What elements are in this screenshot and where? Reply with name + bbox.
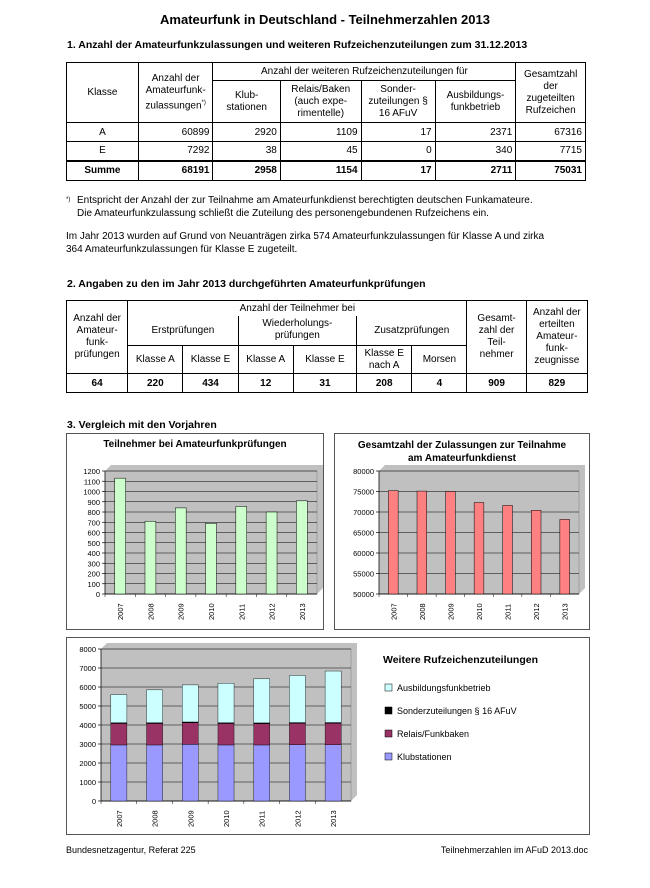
- y-tick-label: 1000: [79, 778, 96, 787]
- header-teilnehmer-bei: Anzahl der Teilnehmer bei: [128, 301, 467, 316]
- bar: [560, 519, 570, 594]
- footnote-line: Die Amateurfunkzulassung schließt die Zuteilung des personengebundenen Rufzeichens ein.: [77, 208, 489, 219]
- y-tick-label: 60000: [353, 549, 374, 558]
- cell-klasse: A: [67, 123, 139, 142]
- y-tick-label: 5000: [79, 702, 96, 711]
- y-tick-label: 7000: [79, 664, 96, 673]
- footnote: [66, 194, 533, 220]
- bar-segment: [289, 675, 305, 722]
- bar: [145, 521, 156, 594]
- cell-ausbildung: 2371: [435, 123, 516, 142]
- x-tick-label: 2008: [417, 603, 427, 620]
- header-zusatz: Zusatzprüfungen: [357, 316, 467, 346]
- x-tick-label: 2011: [503, 603, 513, 620]
- section1-heading: 1. Anzahl der Amateurfunkzulassungen und weiteren Rufzeichenzuteilungen zum 31.12.2013: [67, 39, 528, 51]
- bar-segment: [254, 723, 270, 745]
- x-tick-label: 2008: [146, 603, 156, 620]
- bar-segment: [111, 723, 127, 745]
- cell-value: 31: [293, 374, 356, 393]
- remark-line: 364 Amateurfunkzulassungen für Klasse E zugeteilt.: [66, 244, 298, 255]
- cell-klub: 2920: [213, 123, 280, 142]
- x-tick-label: 2007: [389, 603, 399, 620]
- legend-label: Relais/Funkbaken: [397, 729, 470, 739]
- x-tick-label: 2013: [297, 603, 307, 620]
- header-weitere: Anzahl der weiteren Rufzeichenzuteilungen für: [213, 63, 516, 81]
- y-tick-label: 2000: [79, 759, 96, 768]
- cell-zulassungen: 7292: [138, 142, 213, 161]
- cell-relais: 1154: [280, 161, 361, 181]
- table-zulassungen: [66, 62, 586, 181]
- bar-segment: [111, 745, 127, 801]
- table-row: [67, 123, 586, 142]
- cell-sonder: 17: [361, 161, 435, 181]
- header-ausbildung: Ausbildungs-funkbetrieb: [435, 81, 516, 123]
- y-tick-label: 900: [87, 497, 100, 507]
- x-tick-label: 2013: [329, 810, 339, 827]
- chart-rufzeichen-svg: [67, 638, 589, 834]
- cell-gesamt: 7715: [516, 142, 586, 161]
- x-tick-label: 2011: [257, 810, 267, 827]
- y-tick-label: 100: [87, 579, 100, 589]
- footnote-line: Entspricht der Anzahl der zur Teilnahme am Amateurfunkdienst berechtigten deutschen Funkamateure.: [77, 195, 533, 206]
- table-row: [67, 142, 586, 161]
- header-klasse: Klasse: [67, 63, 139, 123]
- x-tick-label: 2012: [267, 603, 277, 620]
- bar-segment: [182, 685, 198, 722]
- bar-segment: [218, 745, 234, 801]
- bar-segment: [289, 723, 305, 745]
- header-morsen: Morsen: [412, 346, 467, 374]
- legend-label: Klubstationen: [397, 752, 452, 762]
- cell-value: 4: [412, 374, 467, 393]
- chart-zulassungen: [334, 433, 590, 630]
- footer-left: Bundesnetzagentur, Referat 225: [66, 845, 196, 855]
- bar: [446, 492, 456, 595]
- cell-value: 12: [238, 374, 293, 393]
- y-tick-label: 800: [87, 508, 100, 517]
- table-row: [67, 374, 588, 393]
- header-erst-e: Klasse E: [183, 346, 238, 374]
- cell-value: 64: [67, 374, 128, 393]
- bar-segment: [325, 671, 341, 723]
- legend-swatch: [385, 707, 392, 714]
- bar-segment: [182, 744, 198, 801]
- y-tick-label: 0: [91, 797, 96, 806]
- cell-zulassungen: 68191: [138, 161, 213, 181]
- cell-value: 220: [128, 374, 183, 393]
- bar-segment: [182, 722, 198, 744]
- header-wiederholung: Wiederholungs-prüfungen: [238, 316, 356, 346]
- header-sonder: Sonder-zuteilungen § 16 AFuV: [361, 81, 435, 123]
- bar: [388, 491, 398, 594]
- bar-segment: [111, 695, 127, 723]
- bar: [236, 506, 247, 594]
- bar-segment: [147, 723, 163, 745]
- header-erst-a: Klasse A: [128, 346, 183, 374]
- y-tick-label: 700: [87, 518, 100, 528]
- y-tick-label: 6000: [79, 683, 96, 692]
- bar: [503, 505, 513, 594]
- bar-segment: [289, 745, 305, 801]
- x-tick-label: 2013: [560, 603, 570, 620]
- chart-title: Teilnehmer bei Amateurfunkprüfungen: [103, 439, 287, 450]
- y-tick-label: 600: [87, 528, 100, 538]
- x-tick-label: 2007: [116, 603, 126, 620]
- y-tick-label: 200: [87, 569, 100, 579]
- bar-segment: [147, 690, 163, 723]
- section3-heading: 3. Vergleich mit den Vorjahren: [67, 419, 217, 431]
- cell-value: 434: [183, 374, 238, 393]
- header-erst: Erstprüfungen: [128, 316, 238, 346]
- footer-right: Teilnehmerzahlen im AFuD 2013.doc: [440, 845, 588, 855]
- header-anzahl-pruefungen: Anzahl der Amateur-funk-prüfungen: [67, 301, 128, 374]
- cell-klasse: Summe: [67, 161, 139, 181]
- header-wdh-a: Klasse A: [238, 346, 293, 374]
- x-tick-label: 2008: [150, 810, 160, 827]
- x-tick-label: 2009: [186, 810, 196, 827]
- page-title: Amateurfunk in Deutschland - Teilnehmerzahlen 2013: [160, 12, 490, 27]
- legend-swatch: [385, 730, 392, 737]
- header-wdh-e: Klasse E: [293, 346, 356, 374]
- y-tick-label: 70000: [353, 508, 374, 517]
- x-tick-label: 2010: [222, 810, 231, 827]
- cell-klub: 2958: [213, 161, 280, 181]
- bar: [206, 523, 217, 594]
- y-tick-label: 0: [95, 590, 100, 599]
- cell-value: 909: [467, 374, 526, 393]
- header-klub: Klub-stationen: [213, 81, 280, 123]
- y-tick-label: 1100: [83, 477, 100, 487]
- bar: [474, 503, 484, 594]
- bar: [115, 478, 126, 594]
- chart-teilnehmer: [66, 433, 324, 630]
- x-tick-label: 2010: [207, 603, 216, 620]
- y-tick-label: 75000: [353, 487, 374, 497]
- cell-value: 829: [526, 374, 587, 393]
- cell-sonder: 17: [361, 123, 435, 142]
- footnote-mark: *): [66, 197, 71, 203]
- cell-gesamt: 75031: [516, 161, 586, 181]
- bar-segment: [325, 723, 341, 745]
- header-zeugnisse: Anzahl der erteilten Amateur-funk-zeugnisse: [526, 301, 587, 374]
- cell-ausbildung: 2711: [435, 161, 516, 181]
- chart-rufzeichen: [66, 637, 590, 835]
- section2-heading: 2. Angaben zu den im Jahr 2013 durchgeführten Amateurfunkprüfungen: [67, 278, 426, 290]
- legend-label: Sonderzuteilungen § 16 AFuV: [397, 706, 517, 716]
- header-relais: Relais/Baken (auch expe-rimentelle): [280, 81, 361, 123]
- y-tick-label: 3000: [79, 740, 96, 749]
- bar: [266, 512, 277, 594]
- bar-segment: [218, 683, 234, 723]
- x-tick-label: 2010: [475, 603, 484, 620]
- cell-relais: 45: [280, 142, 361, 161]
- cell-zulassungen: 60899: [138, 123, 213, 142]
- bar: [296, 501, 307, 594]
- cell-klasse: E: [67, 142, 139, 161]
- chart-title: Weitere Rufzeichenzuteilungen: [383, 654, 538, 666]
- legend-swatch: [385, 753, 392, 760]
- bar-segment: [325, 745, 341, 801]
- legend-swatch: [385, 684, 392, 691]
- header-gesamt: Gesamtzahl der zugeteilten Rufzeichen: [516, 63, 586, 123]
- cell-relais: 1109: [280, 123, 361, 142]
- bar-segment: [254, 679, 270, 723]
- remark-line: Im Jahr 2013 wurden auf Grund von Neuanträgen zirka 574 Amateurfunkzulassungen für Klasse A und zirka: [66, 231, 545, 242]
- y-tick-label: 500: [87, 538, 100, 548]
- x-tick-label: 2009: [446, 603, 456, 620]
- header-zulassungen: Anzahl der Amateurfunk-zulassungen*): [138, 63, 213, 123]
- chart-teilnehmer-svg: [67, 434, 323, 629]
- y-tick-label: 65000: [353, 528, 374, 538]
- y-tick-label: 1000: [83, 487, 100, 497]
- bar-segment: [254, 745, 270, 801]
- legend-label: Ausbildungsfunkbetrieb: [397, 683, 491, 693]
- y-tick-label: 1200: [83, 467, 100, 476]
- table-row-summe: [67, 161, 586, 181]
- cell-gesamt: 67316: [516, 123, 586, 142]
- cell-sonder: 0: [361, 142, 435, 161]
- x-tick-label: 2012: [293, 810, 303, 827]
- bar: [175, 508, 186, 594]
- y-tick-label: 80000: [353, 467, 374, 476]
- cell-value: 208: [357, 374, 412, 393]
- x-tick-label: 2007: [114, 810, 124, 827]
- y-tick-label: 50000: [353, 590, 374, 599]
- x-tick-label: 2009: [176, 603, 186, 620]
- y-tick-label: 8000: [79, 645, 96, 654]
- chart-zulassungen-svg: [335, 434, 589, 629]
- bar-segment: [147, 745, 163, 801]
- bar: [531, 510, 541, 594]
- y-tick-label: 300: [87, 559, 100, 569]
- bar-segment: [218, 723, 234, 745]
- table-pruefungen: [66, 300, 588, 393]
- cell-klub: 38: [213, 142, 280, 161]
- remark: [66, 230, 544, 256]
- chart-title: Gesamtzahl der Zulassungen zur Teilnahme am Amateurfunkdienst: [357, 440, 567, 464]
- cell-ausbildung: 340: [435, 142, 516, 161]
- x-tick-label: 2012: [532, 603, 542, 620]
- y-tick-label: 55000: [353, 569, 374, 579]
- bar: [417, 491, 427, 594]
- y-tick-label: 400: [87, 549, 100, 558]
- header-gesamt-teilnehmer: Gesamt-zahl der Teil-nehmer: [467, 301, 526, 374]
- header-zusatz-e-nach-a: Klasse E nach A: [357, 346, 412, 374]
- x-tick-label: 2011: [237, 603, 247, 620]
- y-tick-label: 4000: [79, 721, 96, 730]
